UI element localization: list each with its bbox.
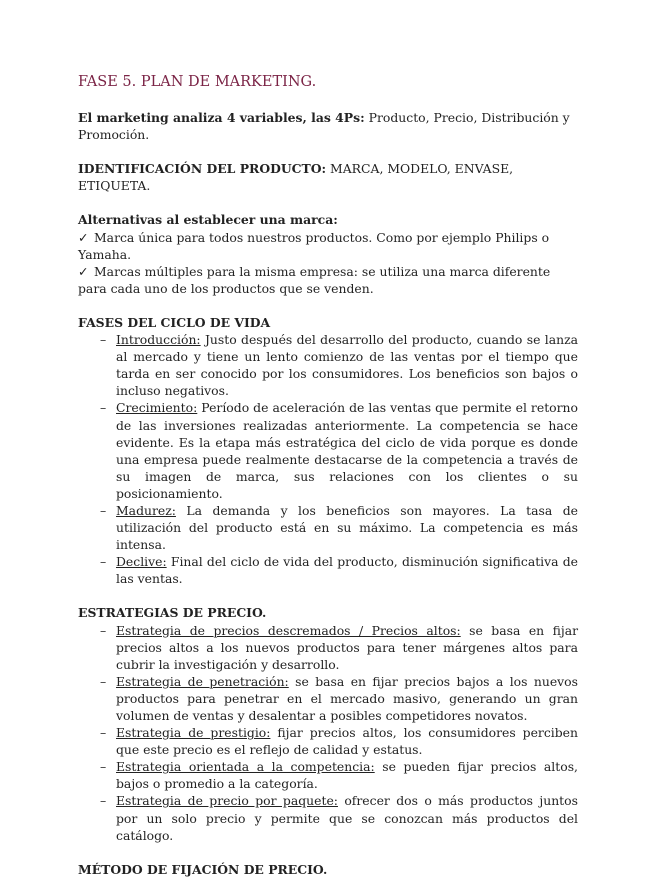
alternative-item-text: Marcas múltiples para la misma empresa: se utiliza una marca diferente para cada uno de los productos que se venden. xyxy=(78,263,551,296)
pricing-item xyxy=(78,758,578,792)
lifecycle-term: Madurez: xyxy=(116,502,176,518)
pricing-item xyxy=(78,724,578,758)
pricing-item xyxy=(78,622,578,673)
lifecycle-term: Introducción: xyxy=(116,332,201,348)
pricing-text: se basa en fijar precios bajos a los nuevos productos para penetrar en el mercado masivo, generando un gran volumen de ventas y desalentar a posibles competidores novatos. xyxy=(116,673,579,723)
lifecycle-list xyxy=(78,331,578,587)
pricing-term: Estrategia de precios descremados / Precios altos: xyxy=(116,622,461,638)
lifecycle-term: Crecimiento: xyxy=(116,400,198,416)
intro-paragraph xyxy=(78,109,578,143)
intro-text: Producto, Precio, Distribución y Promoción. xyxy=(78,110,570,143)
pricing-text: se pueden fijar precios altos, bajos o promedio a la categoría. xyxy=(116,759,578,792)
lifecycle-item xyxy=(78,502,578,553)
pricing-term: Estrategia de penetración: xyxy=(116,673,289,689)
lifecycle-text: Justo después del desarrollo del producto, cuando se lanza al mercado y tiene un lento comienzo de las ventas por el tiempo que tarda en ser conocido por los consumidores. Los beneficios son bajos o incluso negativos. xyxy=(116,332,578,399)
pricing-term: Estrategia orientada a la competencia: xyxy=(116,759,375,775)
pricing-list xyxy=(78,622,578,844)
lifecycle-item xyxy=(78,553,578,587)
pricing-item xyxy=(78,673,578,724)
check-icon: ✓ xyxy=(78,263,89,279)
identification-bold: IDENTIFICACIÓN DEL PRODUCTO: xyxy=(78,161,327,177)
alternatives-heading-text: Alternativas al establecer una marca: xyxy=(78,212,338,228)
lifecycle-item xyxy=(78,399,578,502)
check-icon: ✓ xyxy=(78,229,89,245)
pricing-text: fijar precios altos, los consumidores perciben que este precio es el reflejo de calidad y estatus. xyxy=(116,725,578,758)
alternative-item-text: Marca única para todos nuestros productos. Como por ejemplo Philips o Yamaha. xyxy=(78,229,550,262)
alternatives-heading xyxy=(78,211,578,228)
identification-text: MARCA, MODELO, ENVASE, ETIQUETA. xyxy=(78,161,514,194)
lifecycle-text: La demanda y los beneficios son mayores. La tasa de utilización del producto está en su máximo. La competencia es más intensa. xyxy=(116,502,578,553)
intro-bold: El marketing analiza 4 variables, las 4Ps: xyxy=(78,110,365,126)
pricing-heading-text: ESTRATEGIAS DE PRECIO. xyxy=(78,605,267,621)
alternative-item xyxy=(78,229,578,263)
lifecycle-term: Declive: xyxy=(116,554,167,570)
method-heading-text: MÉTODO DE FIJACIÓN DE PRECIO. xyxy=(78,861,328,877)
pricing-text: ofrecer dos o más productos juntos por un solo precio y permite que se conozcan más productos del catálogo. xyxy=(116,793,578,843)
lifecycle-heading xyxy=(78,314,578,331)
page-title: FASE 5. PLAN DE MARKETING. xyxy=(78,74,317,90)
lifecycle-text: Período de aceleración de las ventas que permite el retorno de las inversiones realizadas anteriormente. La competencia se hace evidente. Es la etapa más estratégica del ciclo de vida porque es donde una empresa puede realmente destacarse de la competencia a través de su imagen de marca, sus relaciones con los clientes o su posicionamiento. xyxy=(116,400,578,501)
pricing-text: se basa en fijar precios altos a los nuevos productos para tener márgenes altos para cubrir la investigación y desarrollo. xyxy=(116,622,578,672)
lifecycle-text: Final del ciclo de vida del producto, disminución significativa de las ventas. xyxy=(116,554,578,587)
method-heading xyxy=(78,861,578,878)
lifecycle-item xyxy=(78,331,578,399)
pricing-item xyxy=(78,792,578,843)
pricing-term: Estrategia de prestigio: xyxy=(116,725,271,741)
identification-paragraph xyxy=(78,160,578,194)
pricing-heading xyxy=(78,604,578,621)
alternative-item xyxy=(78,263,578,297)
pricing-term: Estrategia de precio por paquete: xyxy=(116,793,338,809)
document-page xyxy=(78,74,578,878)
lifecycle-heading-text: FASES DEL CICLO DE VIDA xyxy=(78,314,271,330)
